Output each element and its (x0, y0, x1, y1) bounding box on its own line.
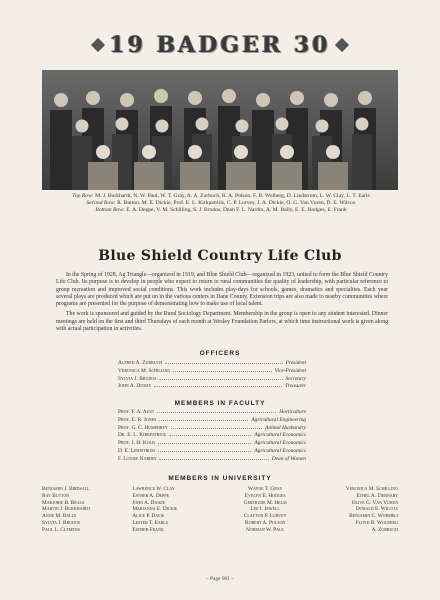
university-column-4 (313, 486, 398, 534)
member-name: Norman W. Paul (246, 526, 285, 533)
ornament-right-icon (334, 38, 348, 52)
member-name: Martin J. Burkhardt (42, 506, 91, 513)
member-name: Olive G. Van Vuren (351, 499, 398, 506)
member-name: Evelyn E. Hodges (244, 492, 286, 499)
university-column-1 (42, 486, 127, 534)
member-name: Alice P. Davis (132, 513, 165, 520)
faculty-row: Prof. E. R. Jones Agricultural Engineering (118, 416, 306, 423)
member-name: Esther Frank (132, 526, 164, 533)
faculty-heading: MEMBERS IN FACULTY (174, 400, 266, 407)
member-name: Robert A. Polson (245, 519, 286, 526)
group-photo (42, 70, 398, 190)
club-title: Blue Shield Country Life Club (98, 248, 342, 264)
member-name: Floyd B. Wolberg (355, 519, 398, 526)
member-name: Marjorie B. Beals (42, 499, 85, 506)
club-description (56, 272, 388, 336)
photo-caption (40, 193, 402, 214)
member-name: A. Zurbuch (371, 526, 398, 533)
university-column-2 (132, 486, 217, 534)
member-name: Benjamin C. Wormeli (349, 513, 398, 520)
university-column-3 (223, 486, 308, 534)
faculty-row: Prof. J. H. Kolb Agricultural Economics (118, 440, 306, 447)
member-name: Donald E. Wilcox (355, 506, 398, 513)
paragraph: In the Spring of 1928, Ag Triangle—organized in 1919, and Blue Shield Club—organized in 1923, united to form the Blue Shield Country Life Club. Its purpose is to develop in people who expect to return to rural communities the quality of leadership, with particular reference to group recreation and improved social conditions. This work includes play-days for schools, games, dramatics and specialties. Each year several plays are produced which are put on in the various centers in Dane County. Extension trips are also made to nearby communities where programs are presented for the purpose of demonstrating how to make use of local talent. (56, 272, 388, 308)
group-photo-image (42, 70, 398, 190)
university-members (42, 486, 398, 534)
member-name: Veronica M. Schilling (345, 486, 398, 492)
caption-second-row: Second Row: R. Button, M. E. Dickie, Prof. E. L. Kirkpatrick, C. P. Lurvey, J. A. Dickie, O. G. Van Vuren, D. E. Wilcox (86, 200, 356, 206)
officer-row: Sylvia J. Brudos Secretary (118, 375, 306, 382)
member-name: Paul L. Clemens (42, 526, 80, 533)
faculty-row: F. Louise Nardin Dean of Women (118, 455, 306, 462)
member-name: Lester T. Earls (132, 519, 168, 526)
member-name: Esther A. Deppe (132, 492, 169, 499)
officer-row: John A. Dickie Treasurer (118, 383, 306, 390)
member-name: Gertrude M. Helm (243, 499, 287, 506)
officers-list (118, 360, 306, 391)
officer-row: Veronica M. Schilling Vice-President (118, 367, 306, 374)
member-name: Lawrence W. Clay (132, 486, 175, 492)
university-heading: MEMBERS IN UNIVERSITY (168, 475, 272, 482)
member-name: Ethel A. Tiernary (356, 492, 398, 499)
ornament-left-icon (91, 38, 105, 52)
caption-top-row: Top Row: M. J. Burkhardt, N. W. Paul, W. T. Gray, A. A. Zurbuch, R. A. Polson, F. B. Wolberg, D. Lindstrom, L. W. Clay, L. T. Earls (72, 193, 370, 199)
member-name: Anne M. Bally (42, 513, 77, 520)
page-number: ~ Page 901 ~ (205, 576, 235, 582)
paragraph: The work is sponsored and guided by the Rural Sociology Department. Membership in the group is open to any student interested. Dinner meetings are held on the first and third Thursdays of each month at Wesley Foundation Parlors, at which time instructional work is given along with actual participation in activities. (56, 311, 388, 333)
officers-heading: OFFICERS (199, 350, 241, 357)
badger-header (18, 34, 422, 56)
faculty-row: Prof. G. C. Humphrey Animal Husbandry (118, 424, 306, 431)
caption-bottom-row: Bottom Row: E. A. Deppe, V. M. Schilling, S. J. Brudos, Dean F. L. Nardin, A. M. Bally, E. E. Hodges, E. Frank (95, 207, 347, 213)
member-name: Ray Button (42, 492, 70, 499)
officer-row: Alfred A. Zurbuch President (118, 360, 306, 366)
header-title: 19 BADGER 30 (109, 32, 331, 58)
member-name: Sylvia J. Brudos (42, 519, 81, 526)
member-name: Clayton P. Lurvey (243, 513, 287, 520)
member-name: John A. Dickie (132, 499, 166, 506)
member-name: Benjamin J. Birdsall (42, 486, 90, 492)
faculty-list (118, 409, 306, 464)
member-name: Lee I. Jewell (250, 506, 280, 513)
faculty-row: Prof. F. A. Aust Horticulture (118, 409, 306, 415)
member-name: Marianna E. Dickie (132, 506, 178, 513)
member-name: Wayne T. Gray (247, 486, 283, 492)
faculty-row: Dr. E. L. Kirkpatrick Agricultural Economics (118, 432, 306, 439)
faculty-row: D. E. Lindstrom Agricultural Economics (118, 447, 306, 454)
